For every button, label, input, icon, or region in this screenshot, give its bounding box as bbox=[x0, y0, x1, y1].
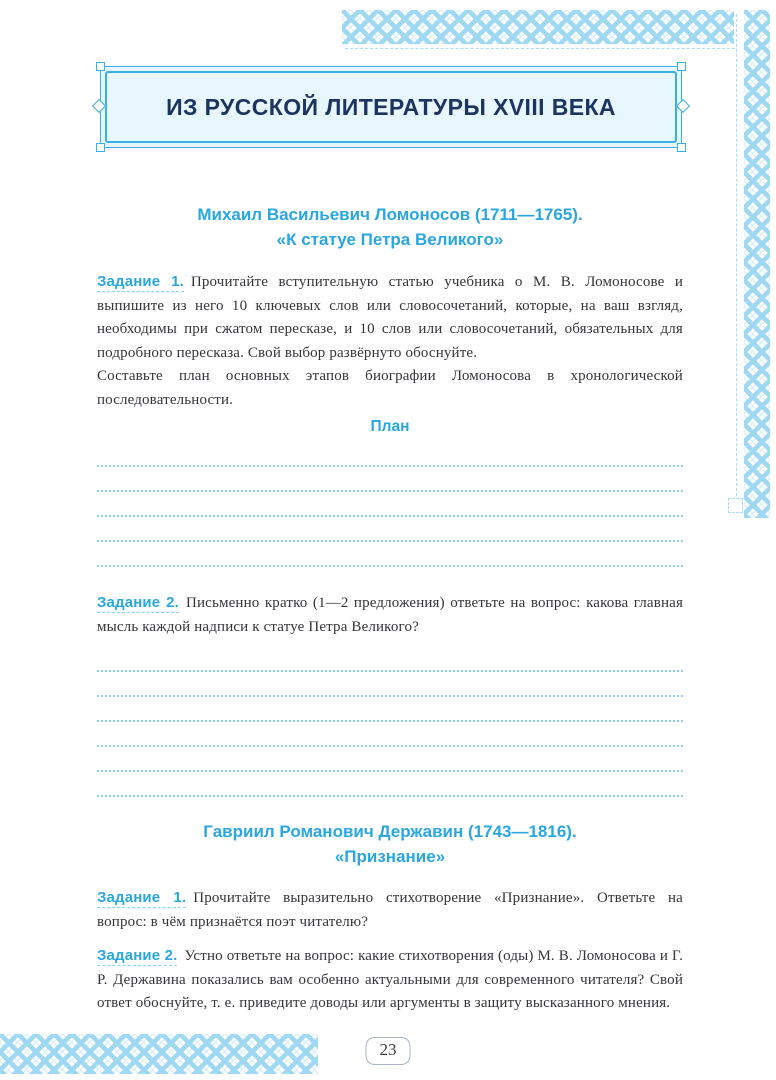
dashed-guide-end-square bbox=[728, 498, 743, 513]
cross-stitch-border-right bbox=[744, 10, 770, 518]
answer-line bbox=[97, 442, 683, 467]
derzhavin-task2-label: Задание 2. bbox=[97, 947, 178, 964]
plan-heading: План bbox=[370, 418, 410, 435]
lomonosov-task2-label: Задание 2. bbox=[97, 594, 179, 611]
corner-ornament-top-right bbox=[677, 62, 686, 71]
corner-ornament-bottom-left bbox=[96, 143, 105, 152]
lomonosov-task1-paragraph bbox=[97, 270, 683, 365]
section-title-derzhavin-line1: Гавриил Романович Державин (1743—1816). bbox=[203, 822, 577, 841]
lomonosov-task2-text: Письменно кратко (1—2 предложения) ответьте на вопрос: какова главная мысль каждой надписи к статуе Петра Великого? bbox=[97, 595, 684, 635]
page-number-value: 23 bbox=[379, 1040, 397, 1059]
answer-line bbox=[97, 647, 683, 672]
corner-ornament-top-left bbox=[96, 62, 105, 71]
answer-line bbox=[97, 672, 683, 697]
answer-line bbox=[97, 747, 683, 772]
answer-line bbox=[97, 517, 683, 542]
section-title-lomonosov-line1: Михаил Васильевич Ломоносов (1711—1765). bbox=[197, 205, 583, 224]
lomonosov-task1-label: Задание 1. bbox=[97, 273, 184, 290]
dashed-guide-line-right bbox=[736, 14, 737, 496]
chapter-title: ИЗ РУССКОЙ ЛИТЕРАТУРЫ XVIII ВЕКА bbox=[166, 93, 616, 120]
lomonosov-task1-text: Прочитайте вступительную статью учебника о М. В. Ломоносове и выпишите из него 10 ключевых слов или словосочетаний, которые, на ваш взгляд, необходимы при сжатом пересказе, и 10 слов или словосочетаний, обязательных для подробного пересказа. Свой выбор развёрнуто обоснуйте. bbox=[97, 274, 683, 361]
cross-stitch-border-bottom bbox=[0, 1034, 318, 1074]
derzhavin-task2-text: Устно ответьте на вопрос: какие стихотворения (оды) М. В. Ломоносова и Г. Р. Державина показались вам особенно актуальными для современного читателя? Свой ответ обоснуйте, т. е. приведите доводы или аргументы в защиту высказанного мнения. bbox=[97, 948, 684, 1011]
answer-line bbox=[97, 542, 683, 567]
lomonosov-task2-paragraph bbox=[97, 591, 683, 639]
section-title-derzhavin bbox=[97, 819, 683, 869]
answer-lines-statue bbox=[97, 647, 683, 797]
answer-line bbox=[97, 467, 683, 492]
page-content bbox=[97, 0, 683, 1016]
section-title-lomonosov bbox=[97, 202, 683, 252]
section-title-derzhavin-line2: «Признание» bbox=[334, 847, 446, 866]
derzhavin-task1-label: Задание 1. bbox=[97, 889, 187, 906]
derzhavin-task1-paragraph bbox=[97, 886, 683, 934]
answer-line bbox=[97, 697, 683, 722]
answer-line bbox=[97, 722, 683, 747]
lomonosov-task1-paragraph2: Составьте план основных этапов биографии Ломоносова в хронологической последовательности. bbox=[97, 368, 683, 408]
answer-lines-plan bbox=[97, 442, 683, 567]
derzhavin-task2-paragraph bbox=[97, 944, 683, 1016]
section-title-lomonosov-line2: «К статуе Петра Великого» bbox=[276, 230, 504, 249]
derzhavin-task1-text: Прочитайте выразительно стихотворение «Признание». Ответьте на вопрос: в чём признаётся поэт читателю? bbox=[97, 890, 683, 930]
page-number bbox=[366, 1037, 411, 1065]
answer-line bbox=[97, 492, 683, 517]
answer-line bbox=[97, 772, 683, 797]
corner-ornament-bottom-right bbox=[677, 143, 686, 152]
